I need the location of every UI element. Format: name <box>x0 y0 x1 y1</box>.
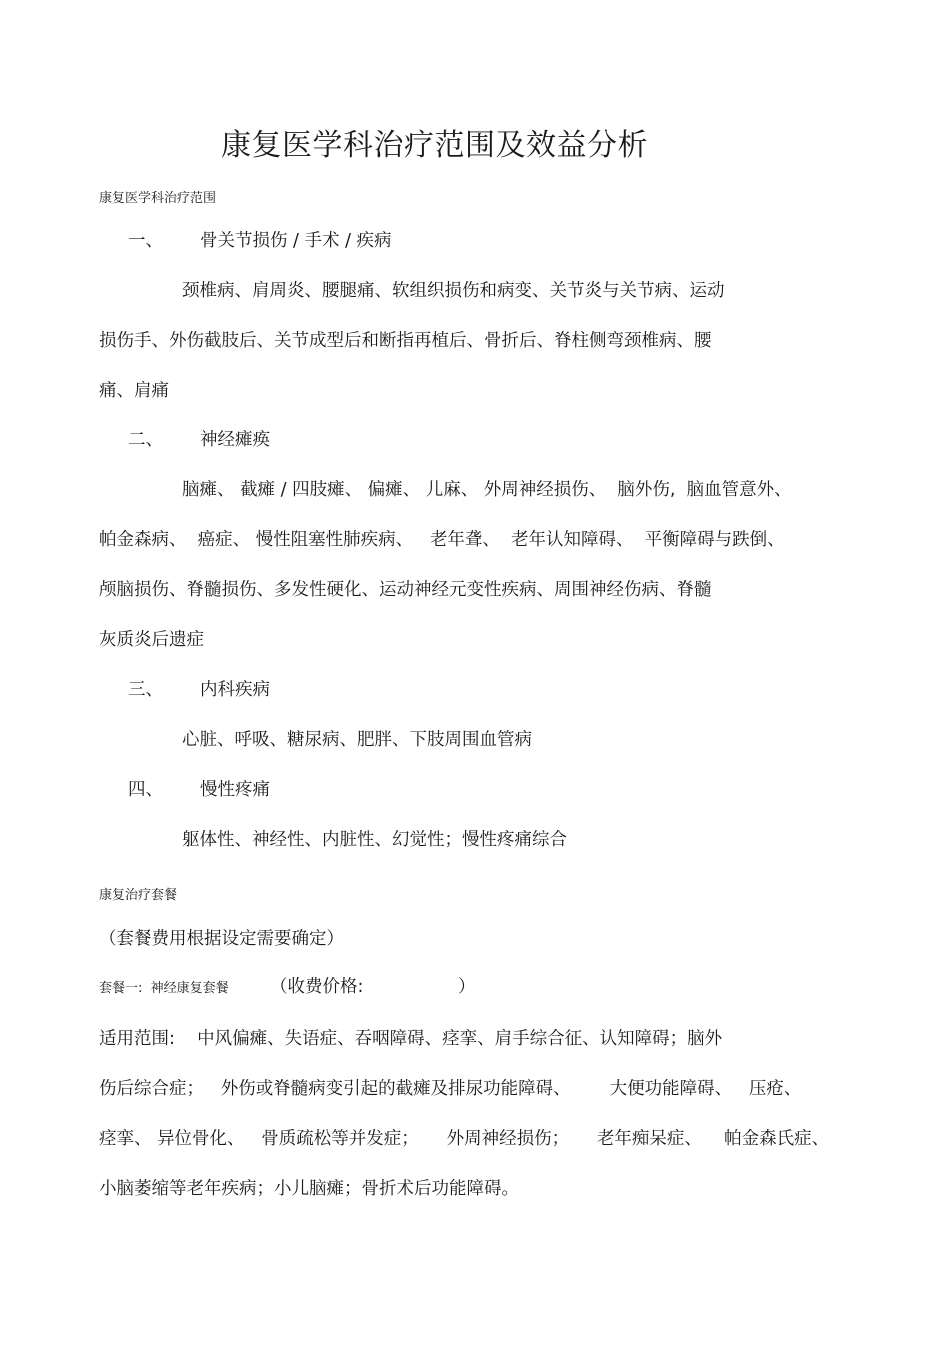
package-label: 套餐一: 神经康复套餐 <box>99 981 229 996</box>
section-number: 四、 <box>128 780 163 800</box>
section-text-line: 灰质炎后遗症 <box>99 630 204 650</box>
package-note: （套餐费用根据设定需要确定） <box>99 929 344 949</box>
section-text-line: 颈椎病、肩周炎、腰腿痛、软组织损伤和病变、关节炎与关节病、运动 <box>182 281 725 301</box>
section-text-line: 帕金森病、 癌症、 慢性阻塞性肺疾病、 老年聋、 老年认知障碍、 平衡障碍与跌倒、 <box>99 530 785 550</box>
section-title: 内科疾病 <box>200 680 270 700</box>
section-text-line: 躯体性、神经性、内脏性、幻觉性；慢性疼痛综合 <box>182 830 567 850</box>
section-title: 神经瘫痪 <box>200 430 270 450</box>
section-number: 三、 <box>128 680 163 700</box>
package-text-line: 伤后综合症； 外伤或脊髓病变引起的截瘫及排尿功能障碍、 大便功能障碍、 压疮、 <box>99 1079 802 1099</box>
section-number: 一、 <box>128 231 163 251</box>
section-text-line: 心脏、呼吸、糖尿病、肥胖、下肢周围血管病 <box>182 730 532 750</box>
section-number: 二、 <box>128 430 163 450</box>
section-text-line: 颅脑损伤、脊髓损伤、多发性硬化、运动神经元变性疾病、周围神经伤病、脊髓 <box>99 580 712 600</box>
document-title: 康复医学科治疗范围及效益分析 <box>221 128 648 163</box>
package-heading: 康复治疗套餐 <box>99 888 178 903</box>
package-text-line: 痉挛、 异位骨化、 骨质疏松等并发症； 外周神经损伤； 老年痴呆症、 帕金森氏症、 <box>99 1129 830 1149</box>
section-text-line: 痛、肩痛 <box>99 381 169 401</box>
scope-heading: 康复医学科治疗范围 <box>99 191 217 206</box>
package-text-line: 适用范围: 中风偏瘫、失语症、吞咽障碍、痉挛、肩手综合征、认知障碍；脑外 <box>99 1029 723 1049</box>
package-text-line: 小脑萎缩等老年疾病；小儿脑瘫；骨折术后功能障碍。 <box>99 1179 519 1199</box>
package-price: （收费价格: ） <box>270 977 476 997</box>
section-title: 慢性疼痛 <box>200 780 270 800</box>
section-text-line: 脑瘫、 截瘫 / 四肢瘫、 偏瘫、 儿麻、 外周神经损伤、 脑外伤, 脑血管意外、 <box>182 480 792 500</box>
section-text-line: 损伤手、外伤截肢后、关节成型后和断指再植后、骨折后、脊柱侧弯颈椎病、腰 <box>99 331 712 351</box>
section-title: 骨关节损伤 / 手术 / 疾病 <box>200 231 392 251</box>
